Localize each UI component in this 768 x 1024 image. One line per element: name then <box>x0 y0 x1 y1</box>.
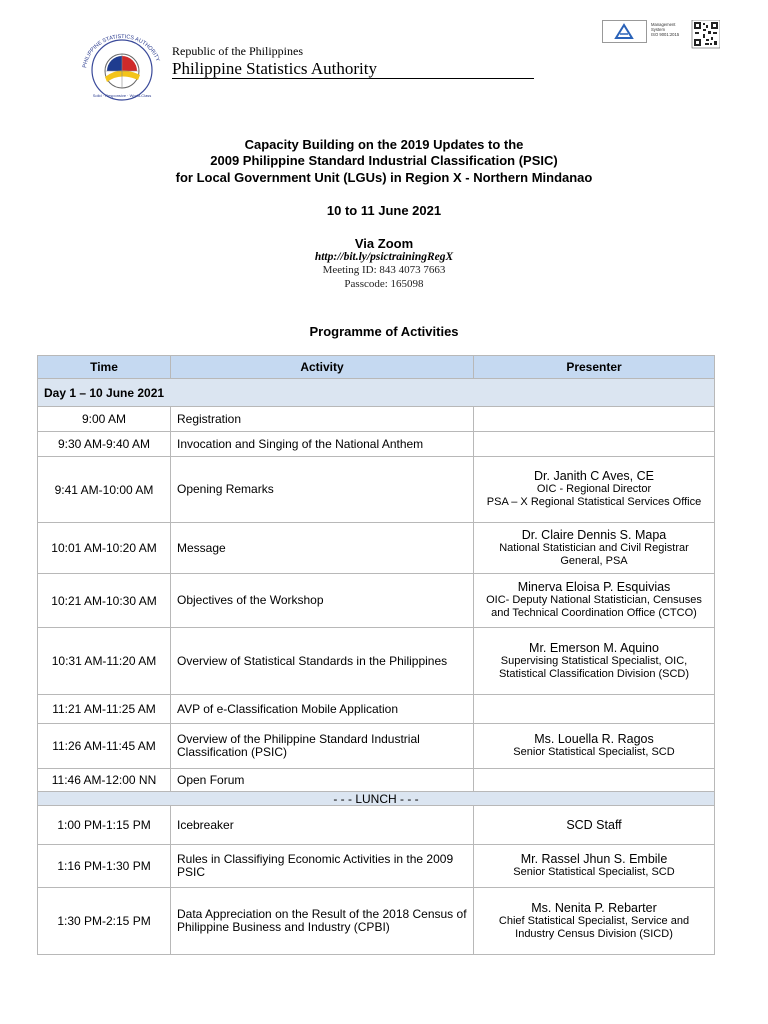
row-presenter <box>474 806 715 845</box>
row-presenter <box>474 628 715 695</box>
table-row <box>38 523 715 574</box>
row-time: 1:00 PM-1:15 PM <box>38 806 171 845</box>
table-row <box>38 457 715 523</box>
qr-code-icon <box>692 20 720 48</box>
row-presenter <box>474 724 715 769</box>
day-label: Day 1 – 10 June 2021 <box>38 379 715 407</box>
via-zoom: Via Zoom <box>354 236 414 251</box>
row-time: 9:41 AM-10:00 AM <box>38 457 171 523</box>
header-presenter: Presenter <box>474 356 715 379</box>
row-activity: AVP of e-Classification Mobile Application <box>171 695 474 724</box>
svg-text:PHILIPPINE STATISTICS AUTHORIT: PHILIPPINE STATISTICS AUTHORITY <box>82 33 161 69</box>
presenter-name: Ms. Nenita P. Rebarter <box>531 900 657 915</box>
row-time: 10:31 AM-11:20 AM <box>38 628 171 695</box>
presenter-role: OIC- Deputy National Statistician, Censuses and Technical Coordination Office (CTCO) <box>486 594 702 619</box>
row-time: 11:46 AM-12:00 NN <box>38 769 171 792</box>
title-line-1: Capacity Building on the 2019 Updates to the <box>244 137 524 152</box>
row-presenter <box>474 695 715 724</box>
svg-text:Management: Management <box>651 22 676 27</box>
table-row <box>38 695 715 724</box>
presenter-name: Dr. Claire Dennis S. Mapa <box>521 527 667 542</box>
row-activity: Registration <box>171 407 474 432</box>
row-time: 10:01 AM-10:20 AM <box>38 523 171 574</box>
meeting-id: Meeting ID: 843 4073 7663 <box>322 264 446 276</box>
row-presenter <box>474 432 715 457</box>
presenter-role: OIC - Regional Director PSA – X Regional Statistical Services Office <box>486 483 702 508</box>
row-presenter <box>474 845 715 888</box>
row-activity: Message <box>171 523 474 574</box>
row-activity: Invocation and Singing of the National Anthem <box>171 432 474 457</box>
title-line-2: 2009 Philippine Standard Industrial Classification (PSIC) <box>210 153 558 168</box>
presenter-role: Chief Statistical Specialist, Service and Industry Census Division (SICD) <box>498 914 690 940</box>
presenter-role: Senior Statistical Specialist, SCD <box>513 746 675 758</box>
row-time: 1:16 PM-1:30 PM <box>38 845 171 888</box>
table-row <box>38 432 715 457</box>
row-presenter <box>474 574 715 628</box>
row-activity: Overview of Statistical Standards in the Philippines <box>171 628 474 695</box>
table-row <box>38 724 715 769</box>
presenter-name: Mr. Emerson M. Aquino <box>529 640 659 655</box>
row-time: 11:21 AM-11:25 AM <box>38 695 171 724</box>
agency-name: Philippine Statistics Authority <box>172 59 377 78</box>
row-presenter <box>474 407 715 432</box>
presenter-name: Mr. Rassel Jhun S. Embile <box>520 852 668 866</box>
row-presenter <box>474 523 715 574</box>
table-row <box>38 769 715 792</box>
title-line-3: for Local Government Unit (LGUs) in Region X - Northern Mindanao <box>175 170 593 185</box>
row-time: 9:00 AM <box>38 407 171 432</box>
row-activity: Opening Remarks <box>171 457 474 523</box>
presenter-role: Supervising Statistical Specialist, OIC, Statistical Classification Division (SCD) <box>498 654 690 680</box>
presenter-name: Ms. Louella R. Ragos <box>534 732 654 746</box>
row-time: 10:21 AM-10:30 AM <box>38 574 171 628</box>
table-row <box>38 628 715 695</box>
presenter-name: Dr. Janith C Aves, CE <box>534 469 654 483</box>
presenter-name: Minerva Eloisa P. Esquivias <box>517 580 671 594</box>
header-time: Time <box>38 356 171 379</box>
header-activity: Activity <box>171 356 474 379</box>
presenter-role: National Statistician and Civil Registrar General, PSA <box>499 541 689 567</box>
row-activity: Overview of the Philippine Standard Industrial Classification (PSIC) <box>171 724 474 769</box>
seal-motto: Solid · Responsive · World-Class <box>92 93 152 98</box>
row-presenter <box>474 457 715 523</box>
row-time: 11:26 AM-11:45 AM <box>38 724 171 769</box>
header-divider <box>172 78 534 79</box>
passcode: Passcode: 165098 <box>344 278 424 290</box>
table-header-row <box>38 356 715 379</box>
event-dates: 10 to 11 June 2021 <box>326 203 442 218</box>
presenter-name: SCD Staff <box>566 817 622 832</box>
table-row <box>38 845 715 888</box>
lunch-row <box>38 792 715 806</box>
presenter-role: Senior Statistical Specialist, SCD <box>513 866 675 878</box>
table-row <box>38 574 715 628</box>
row-presenter <box>474 888 715 955</box>
row-activity: Rules in Classifiying Economic Activities in the 2009 PSIC <box>171 845 474 888</box>
table-row <box>38 806 715 845</box>
programme-heading: Programme of Activities <box>309 324 459 339</box>
row-presenter <box>474 769 715 792</box>
schedule-table <box>37 355 715 955</box>
row-activity: Icebreaker <box>171 806 474 845</box>
lunch-label: - - - LUNCH - - - <box>38 792 715 806</box>
psa-seal-logo <box>74 33 170 103</box>
day-row <box>38 379 715 407</box>
table-row <box>38 407 715 432</box>
zoom-link[interactable]: http://bit.ly/psictrainingRegX <box>314 251 454 263</box>
row-activity: Objectives of the Workshop <box>171 574 474 628</box>
iso-certification-badge <box>602 20 720 52</box>
svg-text:System: System <box>651 27 665 32</box>
republic-label: Republic of the Philippines <box>172 44 303 58</box>
row-time: 1:30 PM-2:15 PM <box>38 888 171 955</box>
row-time: 9:30 AM-9:40 AM <box>38 432 171 457</box>
row-activity: Data Appreciation on the Result of the 2018 Census of Philippine Business and Industry (CPBI) <box>171 888 474 955</box>
svg-text:ISO 9001:2015: ISO 9001:2015 <box>651 32 680 37</box>
table-row <box>38 888 715 955</box>
row-activity: Open Forum <box>171 769 474 792</box>
